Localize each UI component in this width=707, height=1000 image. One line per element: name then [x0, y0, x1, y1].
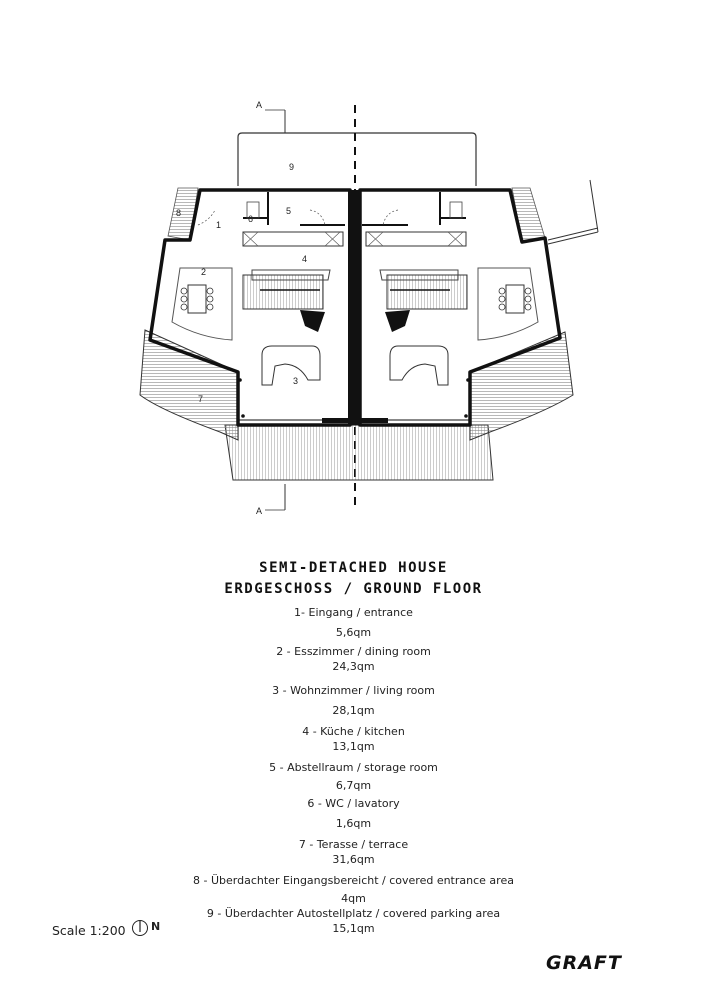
room-entry-3 [0, 683, 707, 718]
room-number-4: 4 [302, 254, 308, 264]
left-dining-table [181, 285, 213, 313]
room-name: 3 - Wohnzimmer / living room [272, 684, 435, 697]
front-sill [322, 418, 388, 423]
room-name: 7 - Terasse / terrace [298, 838, 409, 851]
room-number-5: 5 [286, 206, 292, 216]
room-area: 28,1qm [332, 704, 375, 717]
room-name: 6 - WC / lavatory [307, 797, 400, 810]
scale-label: Scale 1:200 [52, 923, 126, 938]
room-area: 31,6qm [332, 853, 375, 866]
room-number-6: 6 [248, 214, 254, 224]
left-stair [243, 275, 325, 332]
left-entrance-door [198, 210, 215, 225]
room-number-3: 3 [293, 376, 299, 386]
room-number-8: 8 [176, 208, 182, 218]
graft-logo [546, 951, 646, 973]
room-entry-1 [0, 605, 707, 640]
left-terrace [140, 330, 238, 440]
right-wc [450, 202, 462, 218]
section-marker-top: A [256, 100, 263, 110]
right-cabinets [368, 232, 463, 246]
room-area: 4qm [341, 892, 366, 905]
section-marker-bottom: A [256, 506, 263, 516]
room-area: 1,6qm [335, 817, 372, 830]
front-deck [225, 425, 493, 480]
title-line-1: SEMI-DETACHED HOUSE [259, 560, 448, 576]
right-storage-door [383, 210, 398, 225]
room-number-2: 2 [201, 267, 207, 277]
room-entry-2 [0, 644, 707, 674]
room-area: 24,3qm [332, 660, 375, 673]
parking-area [238, 133, 476, 186]
room-name: 5 - Abstellraum / storage room [269, 761, 438, 774]
north-arrow-icon [131, 919, 149, 937]
room-number-7: 7 [198, 394, 204, 404]
left-storage-door [310, 210, 325, 225]
room-area: 6,7qm [335, 779, 372, 792]
room-name: 8 - Überdachter Eingangsbereicht / covered entrance area [193, 874, 514, 887]
north-label: N [151, 920, 161, 933]
svg-text:GRAFT: GRAFT [546, 952, 622, 973]
left-counter [243, 232, 343, 246]
room-area: 13,1qm [332, 740, 375, 753]
room-name: 4 - Küche / kitchen [302, 725, 405, 738]
right-sofa [390, 346, 448, 385]
right-railing [548, 180, 598, 244]
room-entry-6 [0, 796, 707, 831]
left-storage-walls [243, 192, 345, 225]
room-entry-8 [0, 873, 707, 906]
left-dining-zone [172, 268, 232, 340]
room-name: 9 - Überdachter Autostellplatz / covered parking area [206, 907, 501, 920]
room-area: 15,1qm [332, 922, 375, 935]
room-number-9: 9 [289, 162, 295, 172]
title-line-2: ERDGESCHOSS / GROUND FLOOR [224, 581, 483, 597]
room-name: 2 - Esszimmer / dining room [276, 645, 431, 658]
room-entry-7 [0, 837, 707, 867]
left-cabinets [243, 232, 340, 246]
left-sofa [262, 346, 320, 385]
right-dining-table [499, 285, 531, 313]
right-stair [385, 275, 467, 332]
party-wall [348, 190, 360, 425]
right-terrace [470, 332, 573, 440]
room-entry-5 [0, 760, 707, 793]
room-area: 5,6qm [335, 626, 372, 639]
room-number-1: 1 [216, 220, 222, 230]
room-name: 1- Eingang / entrance [294, 606, 413, 619]
room-entry-4 [0, 724, 707, 754]
